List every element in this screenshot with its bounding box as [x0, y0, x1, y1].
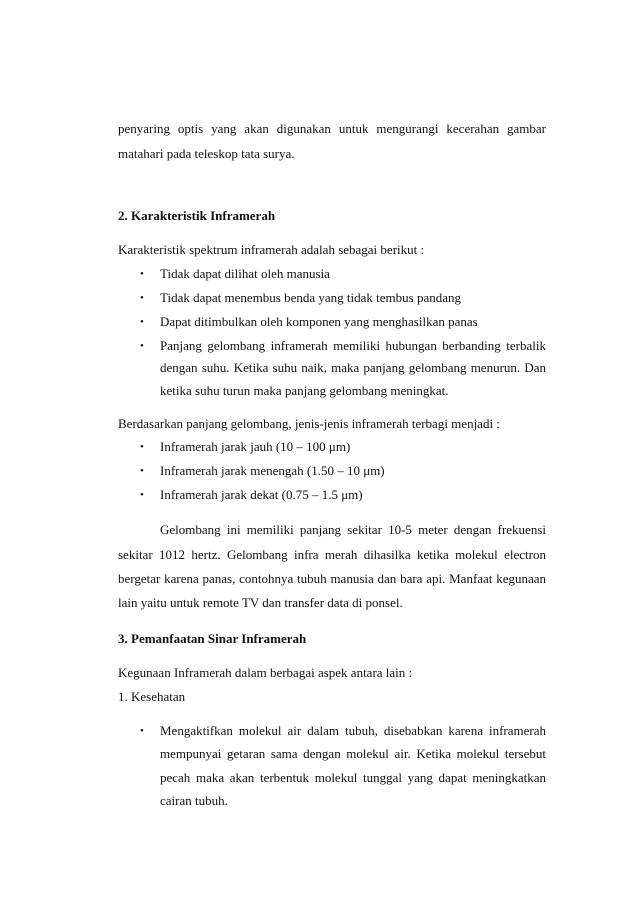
section-3-heading: 3. Pemanfaatan Sinar Inframerah [118, 631, 307, 646]
list-item-line: pecah maka akan terbentuk molekul tunggal yang dapat meningkatkan [160, 770, 546, 785]
types-intro: Berdasarkan panjang gelombang, jenis-jenis inframerah terbagi menjadi : [118, 416, 500, 431]
list-item: Dapat ditimbulkan oleh komponen yang menghasilkan panas [160, 314, 478, 329]
bullet-icon: • [140, 268, 144, 280]
bullet-icon: • [140, 725, 144, 737]
list-item-line: Mengaktifkan molekul air dalam tubuh, disebabkan karena inframerah [160, 723, 546, 738]
list-item-line: ketika suhu turun maka panjang gelombang meningkat. [160, 383, 449, 398]
section-3-intro: Kegunaan Inframerah dalam berbagai aspek antara lain : [118, 665, 413, 680]
list-item: Tidak dapat menembus benda yang tidak tembus pandang [160, 290, 461, 305]
intro-line-2: matahari pada teleskop tata surya. [118, 146, 295, 161]
subheading-kesehatan: 1. Kesehatan [118, 689, 186, 704]
list-item: Inframerah jarak jauh (10 – 100 μm) [160, 439, 351, 454]
bullet-icon: • [140, 292, 144, 304]
section-2-intro: Karakteristik spektrum inframerah adalah sebagai berikut : [118, 242, 425, 257]
bullet-icon: • [140, 316, 144, 328]
list-item-line: Panjang gelombang inframerah memiliki hubungan berbanding terbalik [160, 338, 546, 353]
list-item-line: dengan suhu. Ketika suhu naik, maka panjang gelombang menurun. Dan [160, 360, 546, 375]
list-item: Inframerah jarak dekat (0.75 – 1.5 μm) [160, 487, 363, 502]
paragraph-line: sekitar 1012 hertz. Gelombang infra merah dihasilka ketika molekul electron [118, 547, 546, 562]
list-item-line: cairan tubuh. [160, 793, 228, 808]
intro-line-1: penyaring optis yang akan digunakan untuk mengurangi kecerahan gambar [118, 121, 546, 136]
list-item: Tidak dapat dilihat oleh manusia [160, 266, 330, 281]
paragraph-line: lain yaitu untuk remote TV dan transfer data di ponsel. [118, 595, 403, 610]
paragraph-line: bergetar karena panas, contohnya tubuh manusia dan bara api. Manfaat kegunaan [118, 571, 546, 586]
paragraph-line: Gelombang ini memiliki panjang sekitar 10-5 meter dengan frekuensi [160, 522, 546, 537]
bullet-icon: • [140, 441, 144, 453]
list-item-line: mempunyai getaran sama dengan molekul air. Ketika molekul tersebut [160, 746, 546, 761]
bullet-icon: • [140, 489, 144, 501]
bullet-icon: • [140, 340, 144, 352]
bullet-icon: • [140, 465, 144, 477]
list-item: Inframerah jarak menengah (1.50 – 10 μm) [160, 463, 385, 478]
section-2-heading: 2. Karakteristik Inframerah [118, 208, 276, 223]
